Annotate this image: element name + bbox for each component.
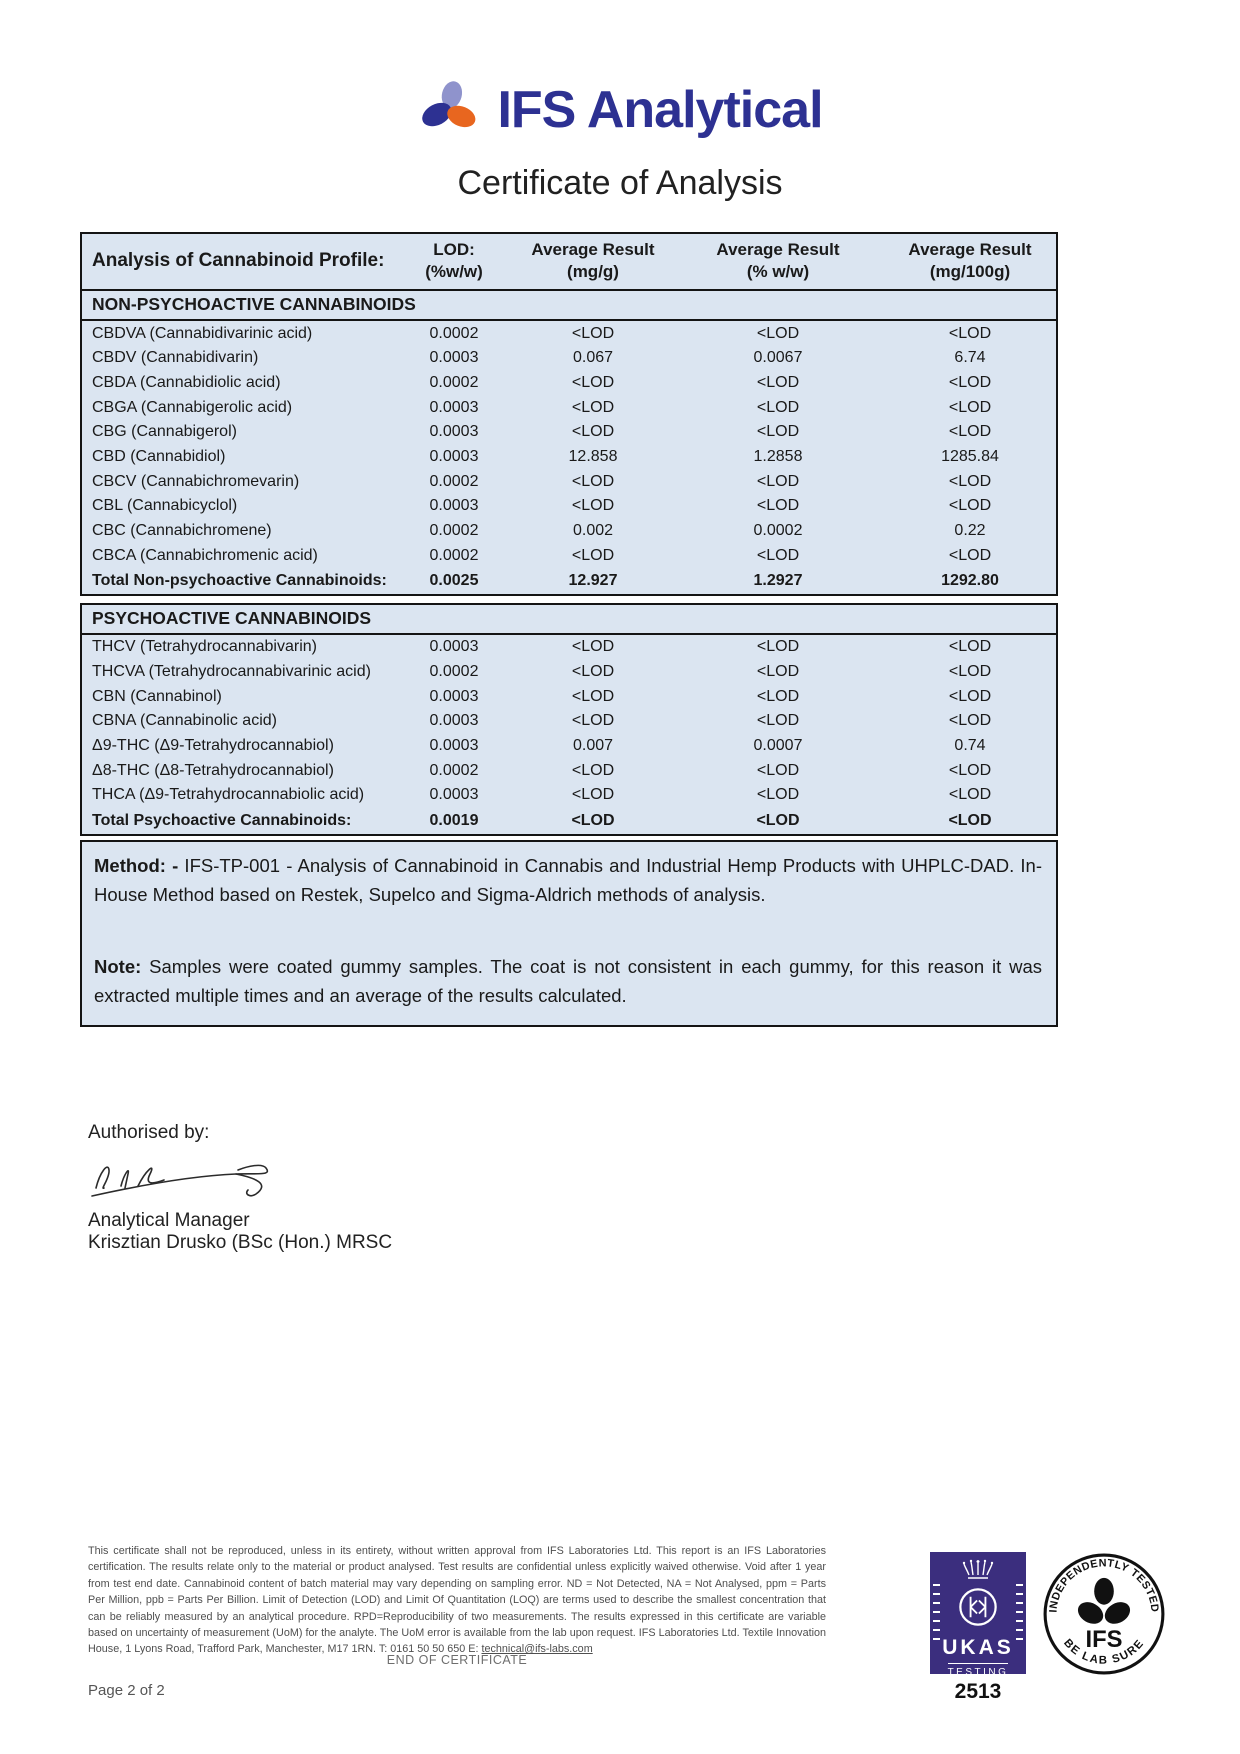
analyte-name: CBDV (Cannabidivarin) (92, 349, 259, 367)
table-row (82, 494, 1056, 519)
avg-result-pww: <LOD (756, 687, 800, 705)
avg-result-mg100g: <LOD (948, 373, 992, 391)
avg-result-mg100g: <LOD (948, 472, 992, 490)
table-row (82, 420, 1056, 445)
avg-result-pww: 0.0002 (753, 522, 803, 540)
table-row (82, 783, 1056, 808)
psychoactive-table (80, 603, 1058, 836)
ifs-tested-stamp (1042, 1552, 1166, 1681)
column-header-mgg: Average Result (mg/g) (531, 240, 655, 282)
table-header-row (82, 234, 1056, 291)
analyte-name: THCV (Tetrahydrocannabivarin) (92, 638, 317, 656)
avg-result-mgg: <LOD (571, 687, 615, 705)
avg-result-mgg: <LOD (571, 423, 615, 441)
psychoactive-total (82, 808, 1056, 834)
avg-result-mg100g: 6.74 (954, 349, 986, 367)
analyte-name: CBDA (Cannabidiolic acid) (92, 373, 281, 391)
avg-result-mgg: <LOD (571, 497, 615, 515)
authoriser-name: Krisztian Drusko (BSc (Hon.) MRSC (88, 1232, 393, 1253)
note-paragraph (94, 953, 1042, 1010)
analyte-name: CBG (Cannabigerol) (92, 423, 237, 441)
authorisation-block (88, 1122, 392, 1254)
ukas-logo (930, 1552, 1026, 1704)
avg-result-pww: <LOD (756, 761, 800, 779)
analyte-name: Total Non-psychoactive Cannabinoids: (92, 572, 387, 590)
avg-result-mgg: <LOD (571, 373, 615, 391)
table-row (82, 469, 1056, 494)
avg-result-mgg: <LOD (571, 811, 615, 829)
avg-result-mgg: <LOD (571, 761, 615, 779)
column-header-pww: Average Result (% w/w) (716, 240, 840, 282)
avg-result-pww: 1.2858 (753, 447, 803, 465)
lod-value: 0.0002 (429, 522, 479, 540)
total-row (82, 568, 1056, 594)
method-paragraph (94, 852, 1042, 909)
table-row (82, 346, 1056, 371)
psychoactive-rows (82, 635, 1056, 808)
avg-result-pww: <LOD (756, 373, 800, 391)
avg-result-mgg: 0.007 (572, 737, 614, 755)
signature-image (88, 1150, 392, 1208)
lod-value: 0.0002 (429, 373, 479, 391)
avg-result-mg100g: 1292.80 (941, 572, 999, 590)
end-of-certificate-label: END OF CERTIFICATE (386, 1653, 528, 1667)
table-row (82, 734, 1056, 759)
avg-result-mgg: <LOD (571, 546, 615, 564)
avg-result-pww: <LOD (756, 398, 800, 416)
table-row (82, 395, 1056, 420)
avg-result-mgg: <LOD (571, 786, 615, 804)
column-header-mg100g: Average Result (mg/100g) (908, 240, 1032, 282)
analyte-name: THCVA (Tetrahydrocannabivarinic acid) (92, 663, 371, 681)
stamp-center-text: IFS (1085, 1626, 1123, 1654)
lod-value: 0.0003 (429, 687, 479, 705)
table-row (82, 684, 1056, 709)
avg-result-pww: <LOD (756, 638, 800, 656)
stamp-top-text: INDEPENDENTLY TESTED (1047, 1557, 1161, 1614)
avg-result-pww: 1.2927 (753, 572, 803, 590)
analyte-name: CBL (Cannabicyclol) (92, 497, 238, 515)
avg-result-mg100g: 0.74 (954, 737, 986, 755)
avg-result-mgg: <LOD (571, 663, 615, 681)
avg-result-pww: <LOD (756, 786, 800, 804)
accreditation-logos (930, 1552, 1166, 1704)
avg-result-mgg: <LOD (571, 712, 615, 730)
avg-result-pww: <LOD (756, 712, 800, 730)
avg-result-pww: <LOD (756, 663, 800, 681)
technical-email-link[interactable]: technical@ifs-labs.com (481, 1643, 593, 1656)
avg-result-mgg: <LOD (571, 398, 615, 416)
avg-result-mg100g: <LOD (948, 712, 992, 730)
avg-result-mg100g: <LOD (948, 423, 992, 441)
lod-value: 0.0003 (429, 737, 479, 755)
analyte-name: CBC (Cannabichromene) (92, 522, 272, 540)
ifs-logo-icon (417, 78, 483, 141)
section-title-psychoactive: PSYCHOACTIVE CANNABINOIDS (82, 605, 1056, 635)
profile-header: Analysis of Cannabinoid Profile: (92, 250, 385, 272)
lod-value: 0.0003 (429, 786, 479, 804)
lod-value: 0.0002 (429, 546, 479, 564)
avg-result-mg100g: 0.22 (954, 522, 986, 540)
authorised-by-label: Authorised by: (88, 1122, 210, 1143)
avg-result-mg100g: <LOD (948, 638, 992, 656)
non-psychoactive-total (82, 568, 1056, 594)
avg-result-mgg: 0.067 (572, 349, 614, 367)
lod-value: 0.0003 (429, 638, 479, 656)
lod-value: 0.0003 (429, 497, 479, 515)
method-text: IFS-TP-001 - Analysis of Cannabinoid in Cannabis and Industrial Hemp Products with UHPLC-DAD. In-House Method based on Restek, Supelco and Sigma-Aldrich methods of analysis. (94, 855, 1042, 905)
page-number: Page 2 of 2 (88, 1682, 165, 1699)
avg-result-mg100g: <LOD (948, 497, 992, 515)
table-row (82, 758, 1056, 783)
lod-value: 0.0002 (429, 761, 479, 779)
analyte-name: CBCA (Cannabichromenic acid) (92, 546, 318, 564)
analyte-name: Δ8-THC (Δ8-Tetrahydrocannabiol) (92, 761, 334, 779)
brand-header (0, 78, 1240, 141)
lod-value: 0.0003 (429, 423, 479, 441)
ukas-label: UKAS (942, 1636, 1014, 1659)
lod-value: 0.0003 (429, 398, 479, 416)
avg-result-mgg: 0.002 (572, 522, 614, 540)
table-row (82, 635, 1056, 660)
ukas-mark-icon (952, 1585, 1004, 1634)
avg-result-pww: <LOD (756, 423, 800, 441)
avg-result-mg100g: <LOD (948, 324, 992, 342)
footer-disclaimer: This certificate shall not be reproduced, unless in its entirety, without written approval from IFS Laboratories Ltd. This report is an IFS Laboratories certification. The results relate only to the material or product analysed. Test results are confidential unless explicitly waived otherwise. Void after 1 year from test end date. Cannabinoid content of batch material may vary depending on sampling error. ND = Not Detected, NA = Not Analysed, ppm = Parts Per Million, ppb = Parts Per Billion. Limit of Detection (LOD) and Limit Of Quantitation (LOQ) are terms used to describe the smallest concentration that can be reliably measured by an analytical procedure. RPD=Reproducibility of two measurements. The results expressed in this certificate are variable based on uncertainty of measurement (UoM) for the analyte. The UoM error is available from the lab upon request. IFS Laboratories Ltd. Textile Innovation House, 1 Lyons Road, Trafford Park, Manchester, M17 1RN. T: 0161 50 50 650 E: technical@ifs-labs.com (88, 1545, 826, 1656)
analyte-name: CBN (Cannabinol) (92, 687, 222, 705)
method-note-box (80, 840, 1058, 1027)
table-row (82, 371, 1056, 396)
non-psychoactive-table (80, 232, 1058, 596)
avg-result-mg100g: <LOD (948, 663, 992, 681)
analyte-name: THCA (Δ9-Tetrahydrocannabiolic acid) (92, 786, 365, 804)
avg-result-mgg: 12.858 (568, 447, 618, 465)
avg-result-mg100g: 1285.84 (941, 447, 999, 465)
avg-result-mg100g: <LOD (948, 398, 992, 416)
lod-value: 0.0025 (429, 572, 479, 590)
lod-value: 0.0002 (429, 663, 479, 681)
note-text: Samples were coated gummy samples. The coat is not consistent in each gummy, for this reason it was extracted multiple times and an average of the results calculated. (94, 956, 1042, 1007)
note-label: Note: (94, 956, 142, 978)
table-row (82, 445, 1056, 470)
analyte-name: Total Psychoactive Cannabinoids: (92, 811, 352, 829)
avg-result-pww: <LOD (756, 811, 800, 829)
crown-icon (960, 1558, 996, 1585)
avg-result-mg100g: <LOD (948, 546, 992, 564)
lod-value: 0.0002 (429, 472, 479, 490)
brand-name: IFS Analytical (497, 80, 823, 139)
analyte-name: CBNA (Cannabinolic acid) (92, 712, 277, 730)
avg-result-pww: 0.0067 (753, 349, 803, 367)
lod-value: 0.0003 (429, 447, 479, 465)
avg-result-mgg: <LOD (571, 324, 615, 342)
table-row (82, 543, 1056, 568)
analyte-name: CBGA (Cannabigerolic acid) (92, 398, 293, 416)
avg-result-pww: 0.0007 (753, 737, 803, 755)
document-title: Certificate of Analysis (457, 164, 783, 202)
lod-value: 0.0003 (429, 712, 479, 730)
avg-result-pww: <LOD (756, 497, 800, 515)
avg-result-mg100g: <LOD (948, 761, 992, 779)
avg-result-mgg: <LOD (571, 472, 615, 490)
lod-value: 0.0002 (429, 324, 479, 342)
analyte-name: CBD (Cannabidiol) (92, 447, 226, 465)
ukas-accreditation-number: 2513 (954, 1680, 1002, 1703)
stamp-bottom-text: BE LAB SURE (1061, 1637, 1147, 1667)
table-row (82, 709, 1056, 734)
non-psychoactive-rows (82, 321, 1056, 568)
table-row (82, 660, 1056, 685)
lod-value: 0.0019 (429, 811, 479, 829)
table-row (82, 321, 1056, 346)
avg-result-pww: <LOD (756, 546, 800, 564)
method-label: Method: - (94, 855, 179, 876)
avg-result-mgg: <LOD (571, 638, 615, 656)
lod-value: 0.0003 (429, 349, 479, 367)
avg-result-mgg: 12.927 (568, 572, 618, 590)
column-header-lod: LOD: (%w/w) (425, 240, 483, 282)
authoriser-role: Analytical Manager (88, 1210, 250, 1231)
avg-result-pww: <LOD (756, 472, 800, 490)
total-row (82, 808, 1056, 834)
analyte-name: CBDVA (Cannabidivarinic acid) (92, 324, 313, 342)
ukas-testing-label: TESTING (948, 1663, 1009, 1678)
avg-result-mg100g: <LOD (948, 811, 992, 829)
table-row (82, 519, 1056, 544)
section-title-non-psychoactive: NON-PSYCHOACTIVE CANNABINOIDS (82, 291, 1056, 321)
avg-result-pww: <LOD (756, 324, 800, 342)
analyte-name: Δ9-THC (Δ9-Tetrahydrocannabiol) (92, 737, 334, 755)
analyte-name: CBCV (Cannabichromevarin) (92, 472, 300, 490)
avg-result-mg100g: <LOD (948, 687, 992, 705)
avg-result-mg100g: <LOD (948, 786, 992, 804)
